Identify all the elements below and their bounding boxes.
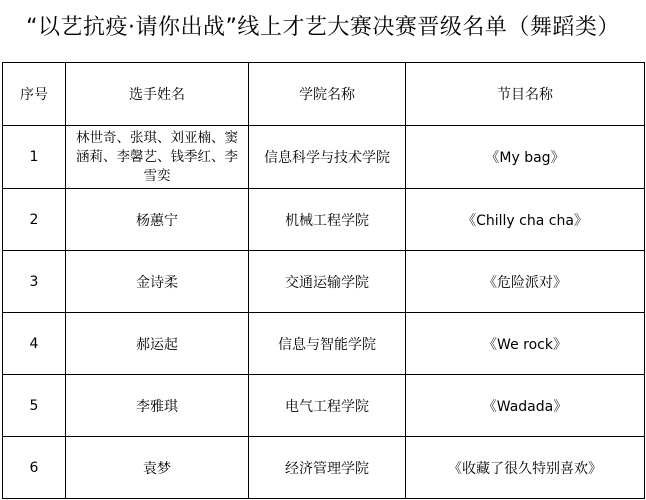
page-title: “以艺抗疫·请你出战”线上才艺大赛决赛晋级名单（舞蹈类） — [26, 15, 620, 40]
header-contestant-names: 选手姓名 — [66, 63, 249, 126]
college-name: 交通运输学院 — [249, 251, 406, 313]
table-row — [3, 375, 645, 437]
table-row — [3, 251, 645, 313]
row-number: 2 — [3, 189, 66, 251]
program-name: 《收藏了很久特别喜欢》 — [406, 437, 645, 499]
table-header-row — [3, 63, 645, 126]
header-college: 学院名称 — [249, 63, 406, 126]
program-name: 《Wadada》 — [406, 375, 645, 437]
row-number: 1 — [3, 126, 66, 189]
contestant-names: 林世奇、张琪、刘亚楠、窦涵莉、李馨艺、钱季红、李雪奕 — [66, 126, 249, 189]
row-number: 5 — [3, 375, 66, 437]
contestant-names: 金诗柔 — [66, 251, 249, 313]
contestant-names: 袁梦 — [66, 437, 249, 499]
table-row — [3, 437, 645, 499]
program-name: 《Chilly cha cha》 — [406, 189, 645, 251]
program-name: 《My bag》 — [406, 126, 645, 189]
contestant-names: 杨蕙宁 — [66, 189, 249, 251]
contestant-names: 李雅琪 — [66, 375, 249, 437]
row-number: 4 — [3, 313, 66, 375]
table-row — [3, 313, 645, 375]
college-name: 经济管理学院 — [249, 437, 406, 499]
program-name: 《We rock》 — [406, 313, 645, 375]
finalists-table — [2, 62, 645, 499]
header-number: 序号 — [3, 63, 66, 126]
college-name: 机械工程学院 — [249, 189, 406, 251]
row-number: 3 — [3, 251, 66, 313]
contestant-names: 郝运起 — [66, 313, 249, 375]
college-name: 信息科学与技术学院 — [249, 126, 406, 189]
header-program: 节目名称 — [406, 63, 645, 126]
row-number: 6 — [3, 437, 66, 499]
college-name: 信息与智能学院 — [249, 313, 406, 375]
table-row — [3, 126, 645, 189]
table-row — [3, 189, 645, 251]
college-name: 电气工程学院 — [249, 375, 406, 437]
program-name: 《危险派对》 — [406, 251, 645, 313]
